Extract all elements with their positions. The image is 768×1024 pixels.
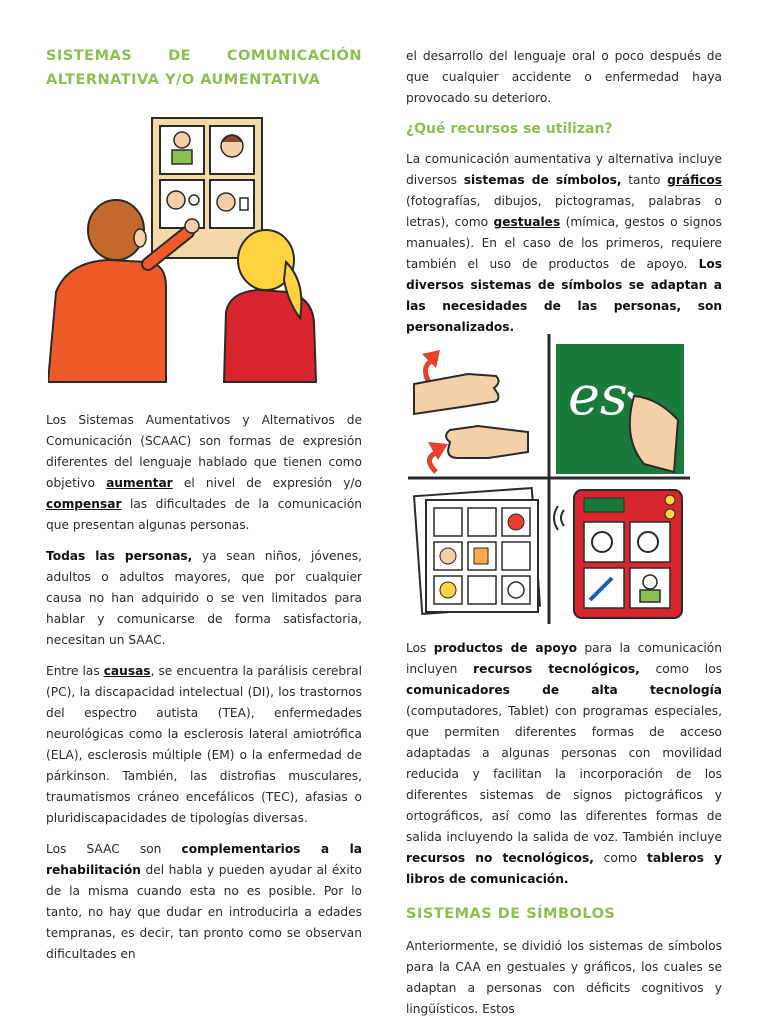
paragraph-support-products: [406, 638, 722, 890]
text-span: tanto: [621, 173, 668, 187]
keyword-comunicadores: comunicadores de alta tecnología: [406, 683, 722, 697]
text-span: del habla y pueden ayudar al éxito de la misma cuando esta no es posible. Por lo tanto, no hay que dudar en introducirla a edades tempranas, es decir, tan pronto como se observan dificultades en: [46, 863, 362, 961]
communication-board-icon: [414, 488, 540, 614]
paragraph-continuation: el desarrollo del lenguaje oral o poco después de que cualquier accidente o enfermedad haya provocado su deterioro.: [406, 49, 722, 105]
subheading-resources: ¿Qué recursos se utilizan?: [406, 121, 613, 137]
keyword-personalizados: Los diversos sistemas de símbolos se adaptan a las necesidades de las personas, son personalizados.: [406, 257, 722, 334]
keyword-productos-apoyo: productos de apoyo: [433, 641, 578, 655]
text-span: las dificultades de la comunicación que presentan algunas personas.: [46, 497, 362, 532]
title-word-3: COMUNICACIÓN: [226, 48, 362, 64]
paragraph-who: [46, 546, 362, 651]
paragraph-symbol-systems: [406, 149, 722, 338]
text-span: (fotografías, dibujos, pictogramas, palabras o letras), como: [406, 194, 722, 229]
text-span: Entre las: [46, 664, 104, 678]
title-word-1: SISTEMAS: [46, 48, 133, 64]
keyword-sistemas-simbolos: sistemas de símbolos,: [463, 173, 622, 187]
text-span: Los: [406, 641, 434, 655]
keyword-todas-las-personas: Todas las personas,: [46, 549, 193, 563]
keyword-tableros: tableros y libros de comunicación.: [406, 851, 723, 886]
keyword-gestuales: gestuales: [493, 215, 561, 229]
paragraph-complementary: [46, 839, 362, 965]
text-span: como: [593, 851, 648, 865]
title-line-2: ALTERNATIVA Y/O AUMENTATIVA: [46, 72, 321, 88]
keyword-graficos: gráficos: [667, 173, 722, 187]
keyword-recursos-tecnologicos: recursos tecnológicos,: [473, 662, 640, 676]
sign-language-hands-icon: [414, 350, 528, 472]
keyword-causas: causas: [103, 664, 151, 678]
keyword-compensar: compensar: [46, 497, 122, 511]
keyword-aumentar: aumentar: [106, 476, 173, 490]
keyword-complementarios: complementarios a la rehabilitación: [46, 842, 362, 877]
text-span: como los: [639, 662, 722, 676]
document-title: [46, 44, 362, 92]
paragraph-symbol-history: Anteriormente, se dividió los sistemas de símbolos para la CAA en gestuales y gráficos, los cuales se adaptan a personas con déficits cognitivos y lingüísticos. Estos: [406, 939, 722, 1016]
title-word-2: DE: [168, 48, 192, 64]
text-span: , se encuentra la parálisis cerebral (PC), la discapacidad intelectual (DI), los trastornos del espectro autista (TEA), enfermedades neurológicas como la esclerosis lateral amiotrófica (ELA), esclerosis múltiple (EM) o la enfermedad de párkinson. También, las distrofias musculares, traumatismos cráneo encefálicos (TEC), afasias o pluridiscapacidades de tipologías diversas.: [46, 664, 362, 825]
text-span: (mímica, gestos o signos manuales). En el caso de los primeros, requiere también el uso de productos de apoyo.: [406, 215, 722, 271]
board-letters: es: [568, 364, 628, 427]
text-span: Los Sistemas Aumentativos y Alternativos de Comunicación (SCAAC) son formas de expresión diferentes del lenguaje hablado que tienen como objetivo: [46, 413, 362, 490]
communication-methods-illustration: [408, 334, 690, 624]
keyword-recursos-no-tecnologicos: recursos no tecnológicos,: [406, 851, 594, 865]
text-span: el nivel de expresión y/o: [172, 476, 362, 490]
children-pointing-board-illustration: [48, 112, 324, 388]
paragraph-definition: [46, 410, 362, 536]
left-column: [46, 410, 362, 965]
text-span: (computadores, Tablet) con programas especiales, que permiten diferentes formas de acceso adaptadas a algunas personas con movilidad reducida y facilitan la incorporación de los diferentes sistemas de signos pictográficos y ortográficos, así como las diferentes formas de salida incluyendo la salida de voz. También incluye: [406, 704, 722, 844]
right-column-top: [406, 46, 722, 338]
chalkboard-writing-icon: [556, 344, 684, 474]
communicator-device-icon: [554, 490, 682, 618]
text-span: para la comunicación incluyen: [406, 641, 722, 676]
paragraph-causes: [46, 661, 362, 829]
text-span: ya sean niños, jóvenes, adultos o adultos mayores, que por cualquier causa no han adquirido o se ven limitados para hablar y comunicarse de forma satisfactoria, necesitan un SAAC.: [46, 549, 363, 647]
section-heading-symbol-systems: SISTEMAS DE SÍMBOLOS: [406, 906, 616, 922]
text-span: La comunicación aumentativa y alternativa incluye diversos: [406, 152, 722, 187]
text-span: Los SAAC son: [46, 842, 182, 856]
right-column-bottom: [406, 638, 722, 1020]
